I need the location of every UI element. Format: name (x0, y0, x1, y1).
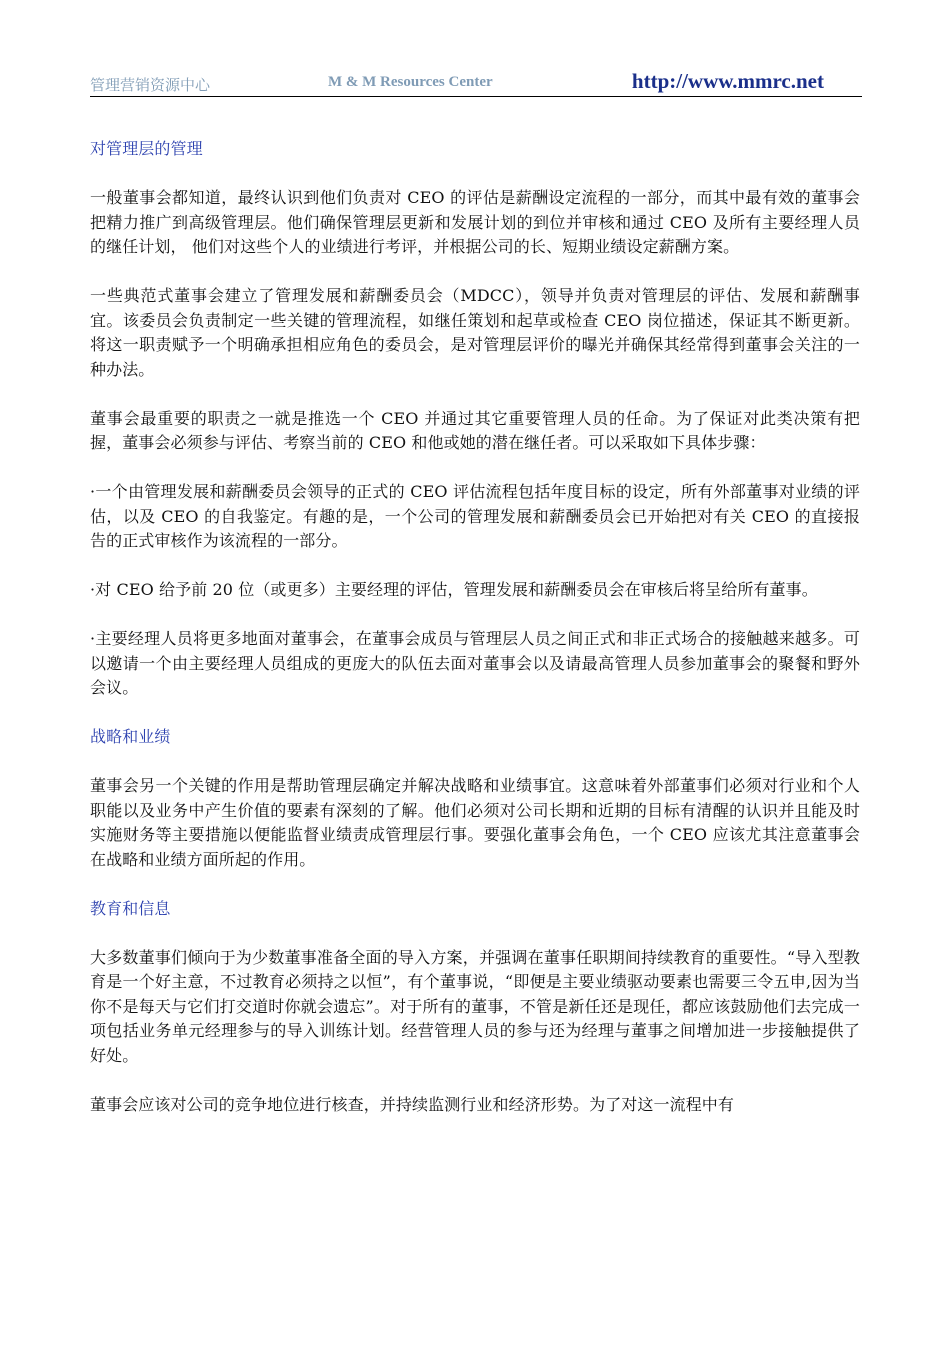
header-org-name: 管理营销资源中心 (90, 76, 211, 94)
bullet-paragraph: ·对 CEO 给予前 20 位（或更多）主要经理的评估，管理发展和薪酬委员会在审核后将呈给所有董事。 (90, 580, 818, 599)
paragraph: 董事会应该对公司的竞争地位进行核查，并持续监测行业和经济形势。为了对这一流程中有 (90, 1094, 735, 1114)
paragraph: 一般董事会都知道，最终认识到他们负责对 CEO 的评估是薪酬设定流程的一部分，而其中最有效的董事会把精力推广到高级管理层。他们确保管理层更新和发展计划的到位并审核和通过 CEO 及所有主要经理人员的继任计划， 他们对这些个人的业绩进行考评，并根据公司的长、短期业绩设定薪酬方案。 (90, 188, 860, 256)
section-heading-education: 教育和信息 (90, 898, 171, 918)
bullet-paragraph: ·一个由管理发展和薪酬委员会领导的正式的 CEO 评估流程包括年度目标的设定，所有外部董事对业绩的评估，以及 CEO 的自我鉴定。有趣的是，一个公司的管理发展和薪酬委员会已开始把对有关 CEO 的直接报告的正式审核作为该流程的一部分。 (90, 482, 860, 550)
paragraph: 董事会另一个关键的作用是帮助管理层确定并解决战略和业绩事宜。这意味着外部董事们必须对行业和个人职能以及业务中产生价值的要素有深刻的了解。他们必须对公司长期和近期的目标有清醒的认识并且能及时实施财务等主要措施以便能监督业绩责成管理层行事。要强化董事会角色，一个 CEO 应该尤其注意董事会在战略和业绩方面所起的作用。 (90, 776, 860, 869)
paragraph: 董事会最重要的职责之一就是推选一个 CEO 并通过其它重要管理人员的任命。为了保证对此类决策有把握，董事会必须参与评估、考察当前的 CEO 和他或她的潜在继任者。可以采取如下具体步骤： (90, 408, 860, 452)
section-heading-strategy: 战略和业绩 (90, 727, 171, 746)
section-heading-management: 对管理层的管理 (90, 139, 203, 158)
document-body (90, 137, 860, 1142)
bullet-paragraph: ·主要经理人员将更多地面对董事会，在董事会成员与管理层人员之间正式和非正式场合的接触越来越多。可以邀请一个由主要经理人员组成的更庞大的队伍去面对董事会以及请最高管理人员参加董事会的聚餐和野外会议。 (90, 629, 860, 697)
paragraph: 一些典范式董事会建立了管理发展和薪酬委员会（MDCC），领导并负责对管理层的评估、发展和薪酬事宜。该委员会负责制定一些关键的管理流程，如继任策划和起草或检查 CEO 岗位描述，保证其不断更新。将这一职责赋予一个明确承担相应角色的委员会，是对管理层评价的曝光并确保其经常得到董事会关注的一种办法。 (90, 286, 860, 379)
page-header (90, 68, 862, 97)
paragraph: 大多数董事们倾向于为少数董事准备全面的导入方案，并强调在董事任职期间持续教育的重要性。“导入型教育是一个好主意，不过教育必须持之以恒”，有个董事说，“即便是主要业绩驱动要素也需要三令五申,因为当你不是每天与它们打交道时你就会遗忘”。对于所有的董事，不管是新任还是现任，都应该鼓励他们去完成一项包括业务单元经理参与的导入训练计划。经营管理人员的参与还为经理与董事之间增加进一步接触提供了好处。 (90, 947, 860, 1065)
header-website-link[interactable]: http://www.mmrc.net (631, 69, 824, 93)
header-org-english: M & M Resources Center (328, 74, 493, 90)
